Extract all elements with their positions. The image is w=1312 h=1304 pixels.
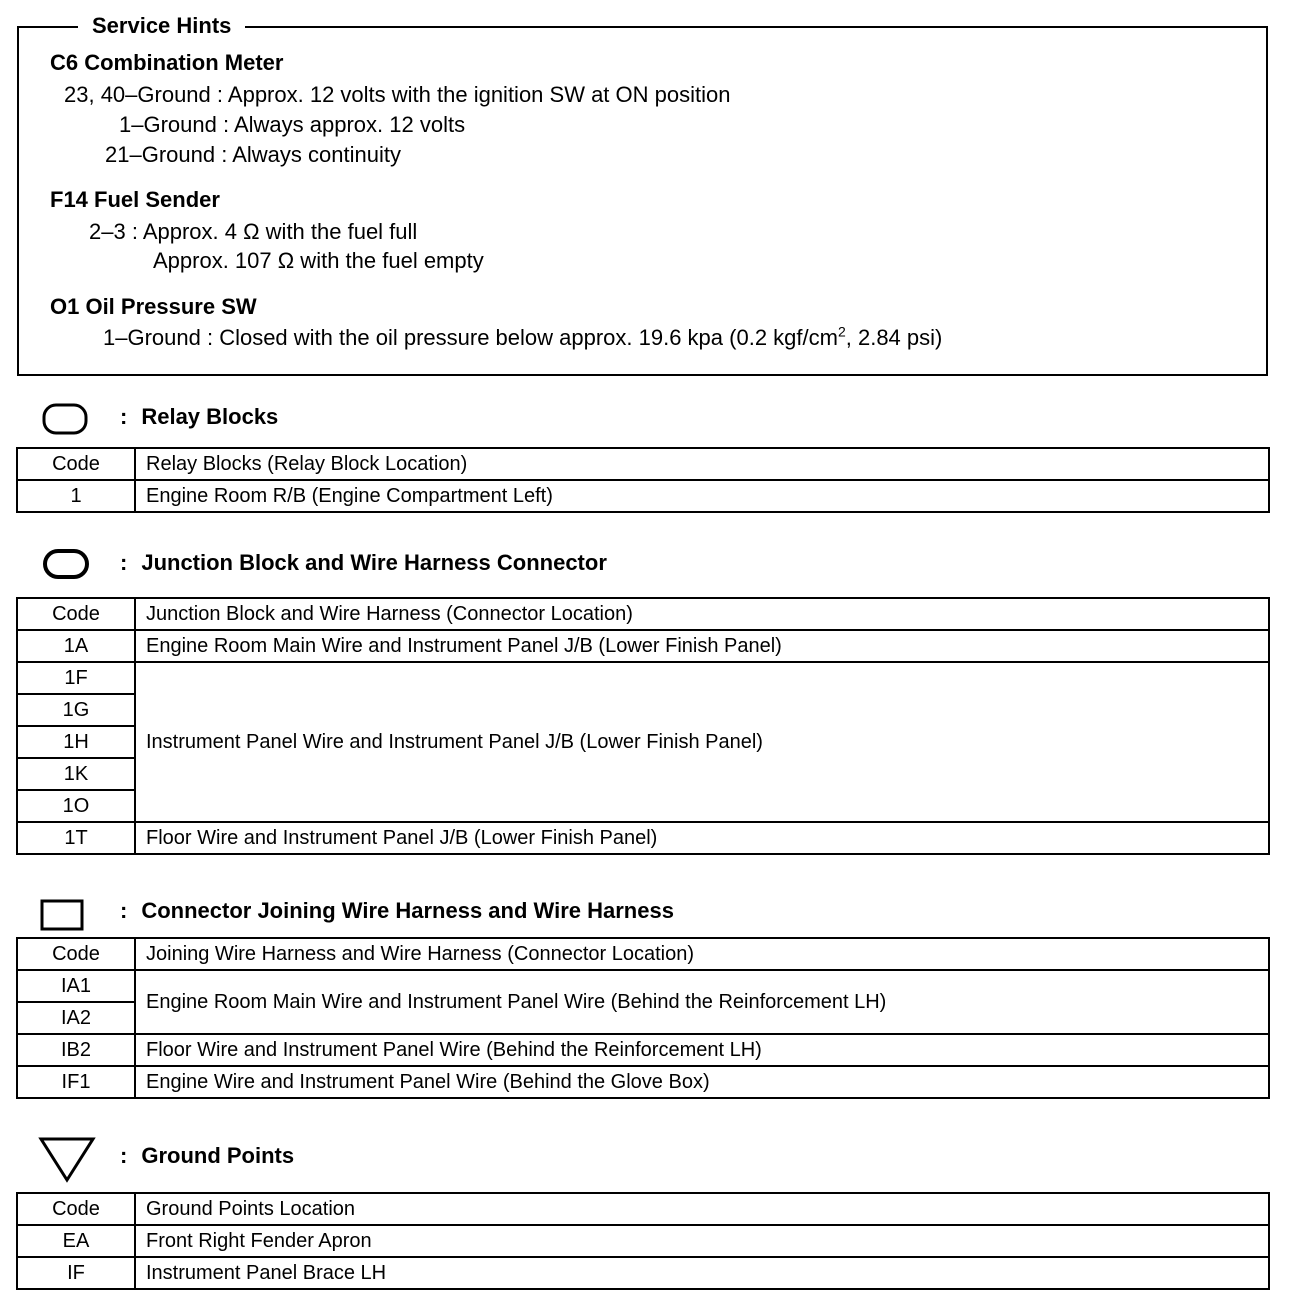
header-code: Code	[17, 598, 135, 630]
row-desc: Front Right Fender Apron	[135, 1225, 1269, 1257]
row-code: 1	[17, 480, 135, 512]
row-desc: Engine Room Main Wire and Instrument Panel Wire (Behind the Reinforcement LH)	[135, 970, 1269, 1034]
row-desc: Floor Wire and Instrument Panel Wire (Behind the Reinforcement LH)	[135, 1034, 1269, 1066]
row-code: 1A	[17, 630, 135, 662]
table-row	[17, 662, 1269, 694]
table-header-row	[17, 1193, 1269, 1225]
service-hints-title: Service Hints	[78, 13, 245, 39]
table-header-row	[17, 448, 1269, 480]
ground-heading: : Ground Points	[120, 1143, 295, 1168]
table-row	[17, 970, 1269, 1002]
connector-table	[16, 937, 1270, 1099]
row-code: IA1	[17, 970, 135, 1002]
relay-blocks-heading: : Relay Blocks	[120, 404, 279, 429]
row-desc: Instrument Panel Brace LH	[135, 1257, 1269, 1289]
ground-table	[16, 1192, 1270, 1290]
row-code: IF1	[17, 1066, 135, 1098]
table-header-row	[17, 938, 1269, 970]
header-desc: Junction Block and Wire Harness (Connector Location)	[135, 598, 1269, 630]
table-header-row	[17, 598, 1269, 630]
c6-line-2: 1–Ground : Always approx. 12 volts	[119, 112, 466, 137]
row-code: 1G	[17, 694, 135, 726]
rounded-rectangle-icon	[42, 403, 88, 435]
row-code: IF	[17, 1257, 135, 1289]
f14-line-2: Approx. 107 Ω with the fuel empty	[153, 248, 484, 273]
table-row	[17, 1066, 1269, 1098]
relay-blocks-table	[16, 447, 1270, 513]
header-desc: Ground Points Location	[135, 1193, 1269, 1225]
o1-heading: O1 Oil Pressure SW	[50, 294, 257, 319]
row-code: EA	[17, 1225, 135, 1257]
oval-icon	[42, 548, 90, 580]
row-desc: Engine Wire and Instrument Panel Wire (Behind the Glove Box)	[135, 1066, 1269, 1098]
table-row	[17, 480, 1269, 512]
f14-heading: F14 Fuel Sender	[50, 187, 220, 212]
header-desc: Joining Wire Harness and Wire Harness (Connector Location)	[135, 938, 1269, 970]
table-row	[17, 1257, 1269, 1289]
row-desc: Instrument Panel Wire and Instrument Panel J/B (Lower Finish Panel)	[135, 662, 1269, 822]
row-code: IA2	[17, 1002, 135, 1034]
row-desc: Floor Wire and Instrument Panel J/B (Lower Finish Panel)	[135, 822, 1269, 854]
square-icon	[40, 899, 84, 931]
header-code: Code	[17, 938, 135, 970]
row-code: 1O	[17, 790, 135, 822]
header-code: Code	[17, 1193, 135, 1225]
row-code: 1T	[17, 822, 135, 854]
o1-line: 1–Ground : Closed with the oil pressure below approx. 19.6 kpa (0.2 kgf/$cm^2$, 2.84 psi)	[103, 323, 943, 350]
header-code: Code	[17, 448, 135, 480]
f14-line-1: 2–3 : Approx. 4 Ω with the fuel full	[89, 219, 418, 244]
c6-line-1: 23, 40–Ground : Approx. 12 volts with the ignition SW at ON position	[64, 82, 731, 107]
down-triangle-icon	[38, 1136, 96, 1184]
row-code: IB2	[17, 1034, 135, 1066]
table-row	[17, 1034, 1269, 1066]
junction-heading: : Junction Block and Wire Harness Connector	[120, 550, 607, 575]
row-code: 1F	[17, 662, 135, 694]
junction-table	[16, 597, 1270, 855]
table-row	[17, 1225, 1269, 1257]
row-desc: Engine Room R/B (Engine Compartment Left)	[135, 480, 1269, 512]
row-code: 1H	[17, 726, 135, 758]
header-desc: Relay Blocks (Relay Block Location)	[135, 448, 1269, 480]
c6-line-3: 21–Ground : Always continuity	[105, 142, 401, 167]
row-code: 1K	[17, 758, 135, 790]
table-row	[17, 822, 1269, 854]
connector-heading: : Connector Joining Wire Harness and Wire Harness	[120, 898, 674, 923]
row-desc: Engine Room Main Wire and Instrument Panel J/B (Lower Finish Panel)	[135, 630, 1269, 662]
c6-heading: C6 Combination Meter	[50, 50, 284, 75]
table-row	[17, 630, 1269, 662]
